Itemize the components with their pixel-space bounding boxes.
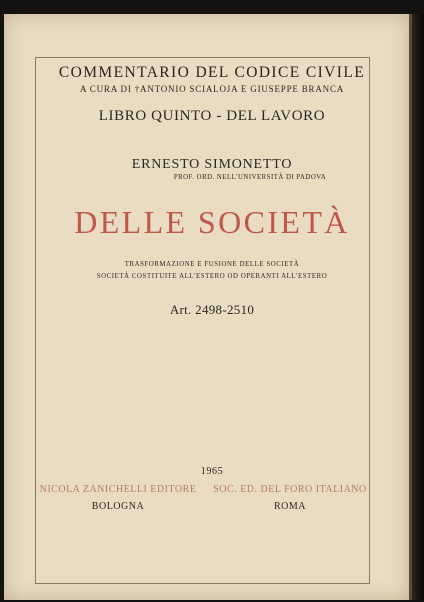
publisher-name-left: NICOLA ZANICHELLI EDITORE <box>39 484 197 495</box>
book-title: DELLE SOCIETÀ <box>74 204 350 240</box>
author-affiliation: PROF. ORD. NELL'UNIVERSITÀ DI PADOVA <box>173 174 327 181</box>
publisher-name-right: SOC. ED. DEL FORO ITALIANO <box>213 484 367 495</box>
subtitle-line-1: TRASFORMAZIONE E FUSIONE DELLE SOCIETÀ <box>124 261 300 268</box>
publication-year: 1965 <box>200 466 224 477</box>
book-volume: LIBRO QUINTO - DEL LAVORO <box>98 108 326 124</box>
subtitle-line-2: SOCIETÀ COSTITUITE ALL'ESTERO OD OPERANTI ALL'ESTERO <box>96 273 328 280</box>
publisher-city-left: BOLOGNA <box>91 501 145 512</box>
series-title: COMMENTARIO DEL CODICE CIVILE <box>58 64 366 81</box>
series-editors: A CURA DI †ANTONIO SCIALOJA E GIUSEPPE BRANCA <box>79 84 345 94</box>
articles-range: Art. 2498-2510 <box>169 302 255 317</box>
publisher-city-right: ROMA <box>273 501 306 512</box>
author-name: ERNESTO SIMONETTO <box>131 157 293 172</box>
